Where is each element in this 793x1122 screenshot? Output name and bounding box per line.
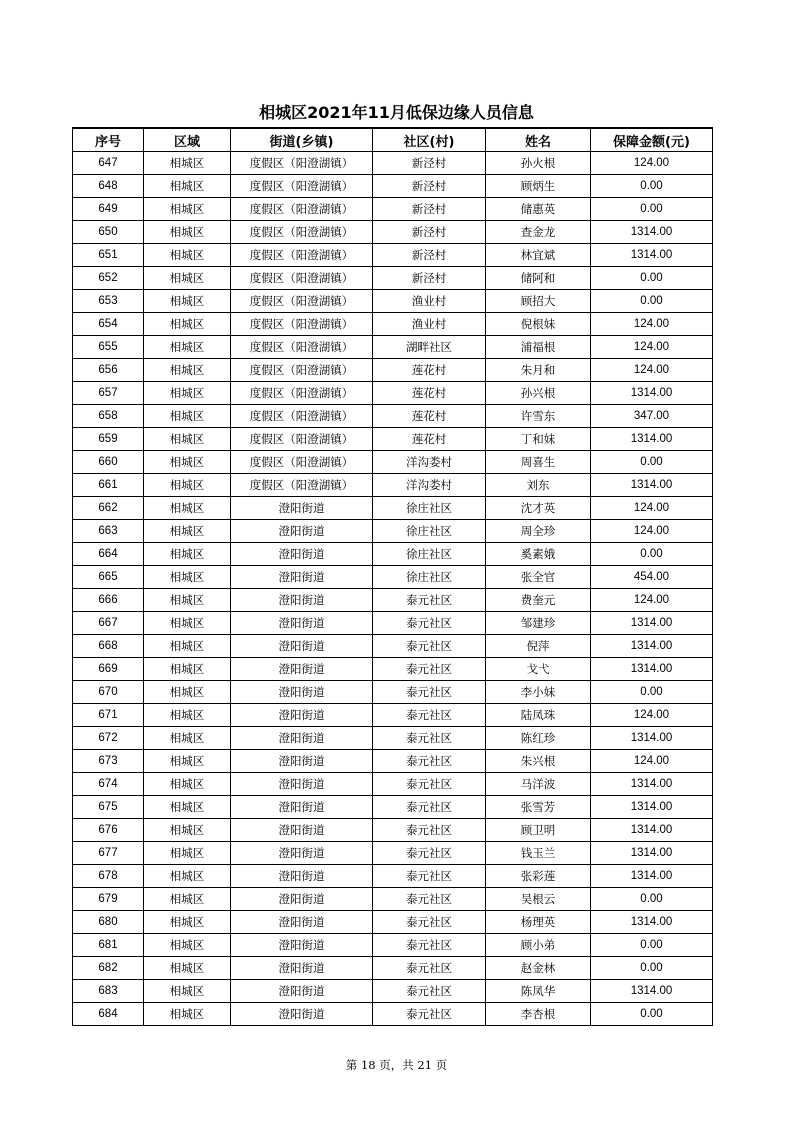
cell-street: 澄阳街道 (231, 635, 373, 658)
cell-index: 651 (73, 244, 144, 267)
cell-street: 澄阳街道 (231, 612, 373, 635)
cell-amount: 0.00 (591, 543, 713, 566)
cell-region: 相城区 (144, 497, 231, 520)
cell-index: 671 (73, 704, 144, 727)
cell-index: 678 (73, 865, 144, 888)
cell-region: 相城区 (144, 313, 231, 336)
column-header-region: 区域 (144, 128, 231, 152)
cell-index: 661 (73, 474, 144, 497)
cell-name: 陆凤珠 (486, 704, 591, 727)
cell-community: 新泾村 (373, 175, 486, 198)
cell-name: 浦福根 (486, 336, 591, 359)
cell-region: 相城区 (144, 727, 231, 750)
table-row (73, 244, 713, 267)
cell-name: 倪萍 (486, 635, 591, 658)
cell-region: 相城区 (144, 221, 231, 244)
cell-amount: 1314.00 (591, 773, 713, 796)
cell-street: 澄阳街道 (231, 888, 373, 911)
cell-community: 徐庄社区 (373, 497, 486, 520)
cell-region: 相城区 (144, 566, 231, 589)
cell-index: 674 (73, 773, 144, 796)
cell-index: 672 (73, 727, 144, 750)
cell-index: 655 (73, 336, 144, 359)
cell-community: 泰元社区 (373, 658, 486, 681)
cell-amount: 0.00 (591, 1003, 713, 1026)
cell-community: 泰元社区 (373, 773, 486, 796)
cell-region: 相城区 (144, 704, 231, 727)
cell-index: 681 (73, 934, 144, 957)
cell-street: 度假区（阳澄湖镇） (231, 198, 373, 221)
cell-name: 陈凤华 (486, 980, 591, 1003)
cell-street: 度假区（阳澄湖镇） (231, 474, 373, 497)
cell-street: 澄阳街道 (231, 543, 373, 566)
cell-street: 度假区（阳澄湖镇） (231, 152, 373, 175)
cell-name: 许雪东 (486, 405, 591, 428)
cell-street: 澄阳街道 (231, 819, 373, 842)
column-header-index: 序号 (73, 128, 144, 152)
table-row (73, 957, 713, 980)
cell-region: 相城区 (144, 842, 231, 865)
cell-amount: 0.00 (591, 888, 713, 911)
cell-index: 669 (73, 658, 144, 681)
cell-name: 张彩莲 (486, 865, 591, 888)
cell-amount: 0.00 (591, 267, 713, 290)
cell-amount: 124.00 (591, 336, 713, 359)
cell-region: 相城区 (144, 175, 231, 198)
cell-region: 相城区 (144, 1003, 231, 1026)
cell-amount: 1314.00 (591, 244, 713, 267)
cell-community: 莲花村 (373, 428, 486, 451)
cell-amount: 1314.00 (591, 819, 713, 842)
cell-amount: 1314.00 (591, 865, 713, 888)
cell-community: 泰元社区 (373, 888, 486, 911)
cell-index: 675 (73, 796, 144, 819)
cell-amount: 1314.00 (591, 474, 713, 497)
cell-name: 钱玉兰 (486, 842, 591, 865)
cell-region: 相城区 (144, 474, 231, 497)
table-row (73, 566, 713, 589)
data-table (72, 127, 713, 1026)
cell-street: 澄阳街道 (231, 1003, 373, 1026)
cell-community: 泰元社区 (373, 911, 486, 934)
cell-amount: 1314.00 (591, 221, 713, 244)
cell-region: 相城区 (144, 796, 231, 819)
cell-street: 澄阳街道 (231, 773, 373, 796)
cell-region: 相城区 (144, 290, 231, 313)
cell-name: 马洋波 (486, 773, 591, 796)
cell-community: 泰元社区 (373, 750, 486, 773)
cell-street: 度假区（阳澄湖镇） (231, 290, 373, 313)
cell-amount: 454.00 (591, 566, 713, 589)
cell-community: 泰元社区 (373, 980, 486, 1003)
cell-community: 泰元社区 (373, 957, 486, 980)
table-row (73, 658, 713, 681)
cell-community: 莲花村 (373, 382, 486, 405)
cell-name: 朱兴根 (486, 750, 591, 773)
cell-index: 670 (73, 681, 144, 704)
cell-street: 度假区（阳澄湖镇） (231, 336, 373, 359)
table-row (73, 704, 713, 727)
cell-region: 相城区 (144, 911, 231, 934)
cell-index: 666 (73, 589, 144, 612)
table-row (73, 267, 713, 290)
cell-region: 相城区 (144, 773, 231, 796)
cell-street: 度假区（阳澄湖镇） (231, 359, 373, 382)
cell-street: 度假区（阳澄湖镇） (231, 175, 373, 198)
table-row (73, 589, 713, 612)
cell-street: 澄阳街道 (231, 681, 373, 704)
table-row (73, 405, 713, 428)
cell-index: 662 (73, 497, 144, 520)
cell-community: 洋沟娄村 (373, 451, 486, 474)
cell-region: 相城区 (144, 152, 231, 175)
cell-index: 682 (73, 957, 144, 980)
cell-name: 顾小弟 (486, 934, 591, 957)
table-row (73, 773, 713, 796)
cell-community: 莲花村 (373, 405, 486, 428)
cell-name: 张雪芳 (486, 796, 591, 819)
cell-community: 新泾村 (373, 267, 486, 290)
table-row (73, 612, 713, 635)
table-row (73, 727, 713, 750)
table-row (73, 543, 713, 566)
cell-street: 澄阳街道 (231, 796, 373, 819)
table-row (73, 382, 713, 405)
cell-community: 徐庄社区 (373, 520, 486, 543)
cell-region: 相城区 (144, 267, 231, 290)
column-header-street: 街道(乡镇) (231, 128, 373, 152)
cell-amount: 1314.00 (591, 428, 713, 451)
cell-street: 澄阳街道 (231, 497, 373, 520)
cell-name: 吴根云 (486, 888, 591, 911)
cell-index: 647 (73, 152, 144, 175)
cell-index: 663 (73, 520, 144, 543)
cell-index: 684 (73, 1003, 144, 1026)
cell-community: 泰元社区 (373, 819, 486, 842)
cell-amount: 1314.00 (591, 658, 713, 681)
cell-region: 相城区 (144, 198, 231, 221)
cell-amount: 347.00 (591, 405, 713, 428)
cell-community: 湖畔社区 (373, 336, 486, 359)
cell-community: 泰元社区 (373, 612, 486, 635)
cell-index: 665 (73, 566, 144, 589)
cell-name: 陈红珍 (486, 727, 591, 750)
cell-community: 徐庄社区 (373, 566, 486, 589)
table-row (73, 842, 713, 865)
cell-street: 度假区（阳澄湖镇） (231, 221, 373, 244)
cell-street: 澄阳街道 (231, 911, 373, 934)
cell-region: 相城区 (144, 520, 231, 543)
cell-amount: 1314.00 (591, 612, 713, 635)
table-row (73, 888, 713, 911)
cell-community: 泰元社区 (373, 865, 486, 888)
cell-amount: 124.00 (591, 520, 713, 543)
cell-street: 度假区（阳澄湖镇） (231, 405, 373, 428)
cell-name: 丁和妹 (486, 428, 591, 451)
table-row (73, 428, 713, 451)
cell-name: 朱月和 (486, 359, 591, 382)
cell-amount: 0.00 (591, 957, 713, 980)
cell-amount: 1314.00 (591, 382, 713, 405)
cell-index: 683 (73, 980, 144, 1003)
cell-name: 杨理英 (486, 911, 591, 934)
table-row (73, 750, 713, 773)
cell-street: 澄阳街道 (231, 658, 373, 681)
cell-amount: 0.00 (591, 175, 713, 198)
table-row (73, 175, 713, 198)
cell-street: 澄阳街道 (231, 980, 373, 1003)
cell-amount: 1314.00 (591, 842, 713, 865)
cell-region: 相城区 (144, 382, 231, 405)
cell-name: 顾卫明 (486, 819, 591, 842)
cell-region: 相城区 (144, 681, 231, 704)
cell-index: 679 (73, 888, 144, 911)
cell-street: 度假区（阳澄湖镇） (231, 244, 373, 267)
cell-name: 林宜斌 (486, 244, 591, 267)
cell-index: 664 (73, 543, 144, 566)
table-row (73, 359, 713, 382)
cell-index: 676 (73, 819, 144, 842)
cell-region: 相城区 (144, 612, 231, 635)
cell-index: 648 (73, 175, 144, 198)
cell-region: 相城区 (144, 428, 231, 451)
table-row (73, 290, 713, 313)
cell-region: 相城区 (144, 405, 231, 428)
cell-community: 莲花村 (373, 359, 486, 382)
table-row (73, 198, 713, 221)
cell-amount: 124.00 (591, 313, 713, 336)
cell-region: 相城区 (144, 658, 231, 681)
cell-amount: 0.00 (591, 451, 713, 474)
cell-region: 相城区 (144, 543, 231, 566)
cell-index: 673 (73, 750, 144, 773)
cell-community: 新泾村 (373, 152, 486, 175)
cell-street: 澄阳街道 (231, 865, 373, 888)
cell-region: 相城区 (144, 635, 231, 658)
cell-name: 储惠英 (486, 198, 591, 221)
cell-name: 赵金林 (486, 957, 591, 980)
cell-amount: 0.00 (591, 681, 713, 704)
cell-index: 659 (73, 428, 144, 451)
table-row (73, 796, 713, 819)
cell-name: 周全珍 (486, 520, 591, 543)
cell-name: 周喜生 (486, 451, 591, 474)
cell-street: 澄阳街道 (231, 704, 373, 727)
cell-street: 度假区（阳澄湖镇） (231, 382, 373, 405)
cell-name: 戈弋 (486, 658, 591, 681)
cell-name: 倪根妹 (486, 313, 591, 336)
cell-community: 泰元社区 (373, 934, 486, 957)
cell-region: 相城区 (144, 750, 231, 773)
cell-amount: 124.00 (591, 497, 713, 520)
cell-region: 相城区 (144, 957, 231, 980)
table-row (73, 681, 713, 704)
cell-street: 澄阳街道 (231, 934, 373, 957)
column-header-amount: 保障金额(元) (591, 128, 713, 152)
column-header-community: 社区(村) (373, 128, 486, 152)
cell-region: 相城区 (144, 819, 231, 842)
table-row (73, 474, 713, 497)
cell-name: 李小妹 (486, 681, 591, 704)
cell-community: 泰元社区 (373, 796, 486, 819)
cell-community: 新泾村 (373, 198, 486, 221)
table-row (73, 865, 713, 888)
cell-amount: 124.00 (591, 152, 713, 175)
cell-index: 649 (73, 198, 144, 221)
cell-index: 654 (73, 313, 144, 336)
cell-amount: 0.00 (591, 198, 713, 221)
cell-amount: 124.00 (591, 589, 713, 612)
cell-index: 652 (73, 267, 144, 290)
table-row (73, 497, 713, 520)
table-row (73, 152, 713, 175)
cell-index: 660 (73, 451, 144, 474)
cell-index: 667 (73, 612, 144, 635)
cell-region: 相城区 (144, 589, 231, 612)
table-row (73, 313, 713, 336)
cell-amount: 1314.00 (591, 635, 713, 658)
cell-community: 泰元社区 (373, 1003, 486, 1026)
cell-region: 相城区 (144, 980, 231, 1003)
cell-index: 650 (73, 221, 144, 244)
table-row (73, 980, 713, 1003)
cell-community: 渔业村 (373, 313, 486, 336)
cell-community: 渔业村 (373, 290, 486, 313)
cell-street: 澄阳街道 (231, 727, 373, 750)
page-title: 相城区2021年11月低保边缘人员信息 (259, 103, 534, 122)
cell-street: 澄阳街道 (231, 750, 373, 773)
cell-amount: 124.00 (591, 704, 713, 727)
cell-name: 顾招大 (486, 290, 591, 313)
page-footer: 第 18 页，共 21 页 (345, 1058, 448, 1072)
cell-community: 泰元社区 (373, 635, 486, 658)
table-row (73, 911, 713, 934)
cell-name: 邹建珍 (486, 612, 591, 635)
cell-name: 费奎元 (486, 589, 591, 612)
cell-street: 澄阳街道 (231, 842, 373, 865)
cell-index: 668 (73, 635, 144, 658)
cell-index: 677 (73, 842, 144, 865)
cell-region: 相城区 (144, 888, 231, 911)
table-row (73, 1003, 713, 1026)
cell-region: 相城区 (144, 359, 231, 382)
cell-community: 泰元社区 (373, 727, 486, 750)
cell-amount: 124.00 (591, 750, 713, 773)
cell-name: 储阿和 (486, 267, 591, 290)
cell-name: 顾炳生 (486, 175, 591, 198)
cell-street: 澄阳街道 (231, 957, 373, 980)
table-row (73, 520, 713, 543)
cell-name: 张全官 (486, 566, 591, 589)
cell-street: 度假区（阳澄湖镇） (231, 451, 373, 474)
cell-community: 泰元社区 (373, 589, 486, 612)
cell-region: 相城区 (144, 865, 231, 888)
cell-amount: 0.00 (591, 934, 713, 957)
cell-street: 澄阳街道 (231, 589, 373, 612)
cell-community: 泰元社区 (373, 681, 486, 704)
cell-name: 孙火根 (486, 152, 591, 175)
cell-street: 澄阳街道 (231, 520, 373, 543)
cell-index: 657 (73, 382, 144, 405)
table-row (73, 221, 713, 244)
cell-region: 相城区 (144, 244, 231, 267)
table-row (73, 934, 713, 957)
cell-amount: 1314.00 (591, 911, 713, 934)
table-row (73, 819, 713, 842)
cell-street: 度假区（阳澄湖镇） (231, 428, 373, 451)
cell-name: 刘东 (486, 474, 591, 497)
cell-community: 泰元社区 (373, 704, 486, 727)
table-row (73, 451, 713, 474)
cell-amount: 1314.00 (591, 796, 713, 819)
cell-region: 相城区 (144, 451, 231, 474)
cell-amount: 1314.00 (591, 727, 713, 750)
cell-street: 度假区（阳澄湖镇） (231, 313, 373, 336)
cell-amount: 1314.00 (591, 980, 713, 1003)
cell-community: 新泾村 (373, 221, 486, 244)
cell-community: 徐庄社区 (373, 543, 486, 566)
cell-name: 孙兴根 (486, 382, 591, 405)
cell-index: 658 (73, 405, 144, 428)
cell-name: 沈才英 (486, 497, 591, 520)
cell-amount: 124.00 (591, 359, 713, 382)
cell-index: 653 (73, 290, 144, 313)
cell-street: 澄阳街道 (231, 566, 373, 589)
cell-name: 查金龙 (486, 221, 591, 244)
cell-community: 新泾村 (373, 244, 486, 267)
cell-index: 656 (73, 359, 144, 382)
table-row (73, 635, 713, 658)
cell-index: 680 (73, 911, 144, 934)
cell-amount: 0.00 (591, 290, 713, 313)
cell-street: 度假区（阳澄湖镇） (231, 267, 373, 290)
cell-name: 奚素娥 (486, 543, 591, 566)
cell-region: 相城区 (144, 934, 231, 957)
table-header-row (73, 128, 713, 152)
column-header-name: 姓名 (486, 128, 591, 152)
cell-community: 洋沟娄村 (373, 474, 486, 497)
cell-name: 李杏根 (486, 1003, 591, 1026)
cell-region: 相城区 (144, 336, 231, 359)
table-row (73, 336, 713, 359)
cell-community: 泰元社区 (373, 842, 486, 865)
